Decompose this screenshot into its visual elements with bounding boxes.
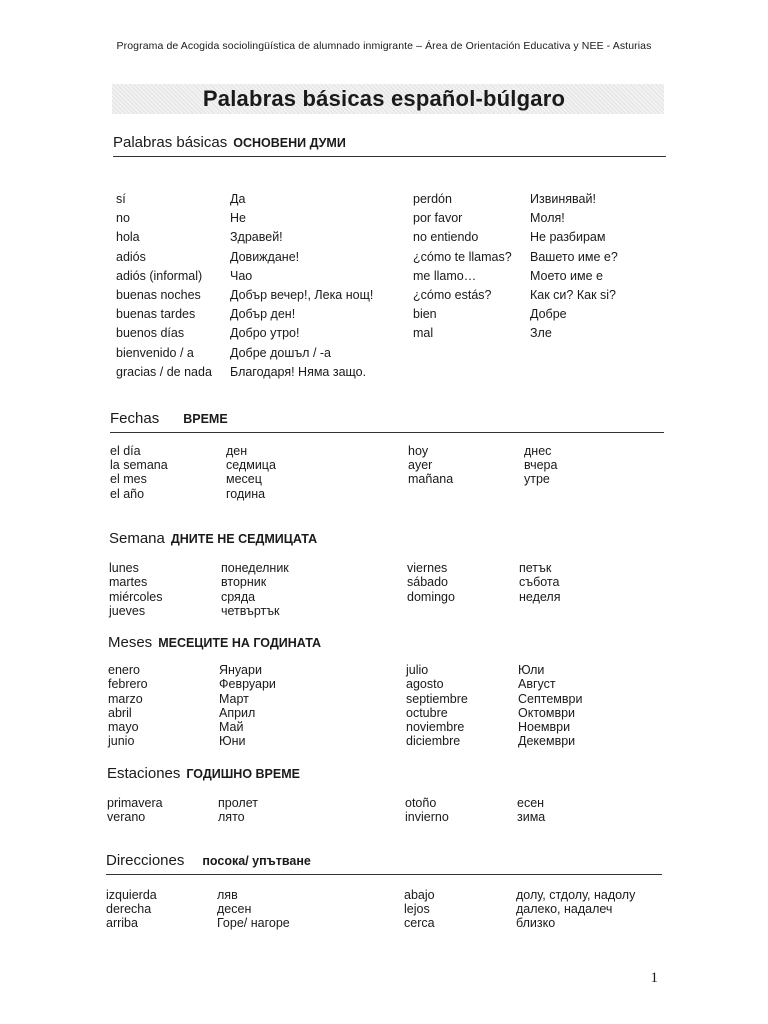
spanish-word: junio (108, 734, 135, 749)
column-right-bg (518, 663, 582, 749)
bulgarian-word: Моето име е (530, 268, 604, 283)
column-right-es (413, 192, 512, 346)
column-left-bg (217, 888, 290, 931)
bulgarian-word: далеко, надалеч (516, 902, 613, 917)
spanish-word: el mes (110, 472, 147, 487)
column-left-es (106, 888, 157, 931)
section-heading-direcciones (106, 852, 662, 875)
spanish-word: diciembre (406, 734, 461, 749)
section-heading-estaciones (107, 765, 300, 787)
bulgarian-word: неделя (519, 589, 561, 604)
bulgarian-word: ляв (217, 888, 238, 902)
spanish-word: buenas tardes (116, 307, 196, 322)
column-right-bg (530, 192, 618, 346)
section-heading-basicas (113, 134, 666, 157)
spanish-word: no entiendo (413, 230, 479, 245)
bulgarian-word: Добър ден! (230, 307, 296, 322)
spanish-word: arriba (106, 916, 138, 931)
spanish-word: buenos días (116, 326, 185, 341)
column-right-es (408, 444, 453, 487)
column-left-es (109, 561, 163, 618)
bulgarian-word: Не разбирам (530, 230, 606, 245)
spanish-word: primavera (107, 796, 163, 810)
bulgarian-word: Добре (530, 307, 567, 322)
spanish-word: el año (110, 486, 145, 501)
section-title-es: Semana (109, 530, 165, 547)
bulgarian-word: Довиждане! (230, 249, 300, 264)
page-number: 1 (650, 970, 658, 986)
bulgarian-word: Чао (230, 268, 253, 283)
column-left-es (108, 663, 148, 749)
section-title-es: Fechas (110, 410, 160, 427)
section-title-bg: ОСНОВЕНИ ДУМИ (233, 136, 346, 150)
column-right-bg (519, 561, 560, 604)
column-right-es (407, 561, 455, 604)
spanish-word: lejos (404, 902, 430, 917)
bulgarian-word: Здравей! (230, 230, 283, 245)
column-left-bg (221, 561, 289, 618)
spanish-word: izquierda (106, 888, 157, 902)
bulgarian-word: вторник (221, 575, 267, 590)
section-heading-meses (108, 634, 321, 656)
spanish-word: la semana (110, 458, 168, 473)
spanish-word: domingo (407, 589, 455, 604)
spanish-word: enero (108, 663, 140, 677)
spanish-word: viernes (407, 561, 448, 575)
bulgarian-word: събота (519, 575, 560, 590)
spanish-word: abajo (404, 888, 435, 902)
bulgarian-word: десен (217, 902, 252, 917)
spanish-word: ayer (408, 458, 433, 473)
spanish-word: hoy (408, 444, 429, 458)
bulgarian-word: Не (230, 211, 246, 226)
column-right-bg (516, 888, 635, 931)
spanish-word: jueves (109, 603, 146, 618)
spanish-word: derecha (106, 902, 152, 917)
spanish-word: abril (108, 705, 132, 720)
bulgarian-word: зима (517, 810, 546, 825)
bulgarian-word: лято (218, 810, 245, 825)
spanish-word: ¿cómo te llamas? (413, 249, 512, 264)
bulgarian-word: Януари (219, 663, 262, 677)
spanish-word: buenas noches (116, 287, 201, 302)
section-title-es: Estaciones (107, 765, 181, 782)
spanish-word: adiós (116, 249, 146, 264)
spanish-word: hola (116, 230, 140, 245)
spanish-word: me llamo… (413, 268, 477, 283)
spanish-word: cerca (404, 916, 435, 931)
bulgarian-word: месец (226, 472, 262, 487)
spanish-word: marzo (108, 691, 143, 706)
bulgarian-word: Вашето име е? (530, 249, 618, 264)
spanish-word: ¿cómo estás? (413, 287, 492, 302)
spanish-word: perdón (413, 192, 452, 206)
bulgarian-word: Моля! (530, 211, 565, 226)
spanish-word: julio (406, 663, 429, 677)
bulgarian-word: Март (219, 691, 249, 706)
section-title-es: Meses (108, 634, 153, 651)
column-left-es (107, 796, 163, 825)
column-right-es (406, 663, 468, 749)
bulgarian-word: днес (524, 444, 552, 458)
section-title-es: Palabras básicas (113, 134, 228, 151)
column-right-bg (517, 796, 545, 825)
spanish-word: febrero (108, 677, 148, 692)
bulgarian-word: Декември (518, 734, 576, 749)
bulgarian-word: Април (219, 705, 256, 720)
spanish-word: el día (110, 444, 141, 458)
section-title-bg: ВРЕМЕ (183, 412, 228, 426)
bulgarian-word: петък (519, 561, 552, 575)
bulgarian-word: Август (518, 677, 556, 692)
bulgarian-word: Горе/ нагоре (217, 916, 290, 931)
section-title-bg: ГОДИШНО ВРЕМЕ (186, 767, 300, 781)
bulgarian-word: близко (516, 916, 556, 931)
section-title-es: Direcciones (106, 852, 185, 869)
bulgarian-word: ден (226, 444, 248, 458)
column-left-bg (230, 192, 373, 384)
bulgarian-word: Добро утро! (230, 326, 300, 341)
spanish-word: mayo (108, 720, 139, 735)
bulgarian-word: Да (230, 192, 246, 206)
bulgarian-word: пролет (218, 796, 258, 810)
bulgarian-word: понеделник (221, 561, 289, 575)
bulgarian-word: Благодаря! Няма защо. (230, 364, 367, 379)
spanish-word: otoño (405, 796, 437, 810)
spanish-word: noviembre (406, 720, 465, 735)
column-left-es (110, 444, 168, 501)
bulgarian-word: четвъртък (221, 603, 280, 618)
column-right-bg (524, 444, 557, 487)
bulgarian-word: есен (517, 796, 545, 810)
spanish-word: invierno (405, 810, 449, 825)
section-heading-fechas (110, 410, 664, 433)
column-right-es (404, 888, 435, 931)
spanish-word: octubre (406, 705, 448, 720)
spanish-word: sábado (407, 575, 449, 590)
bulgarian-word: долу, стдолу, надолу (516, 888, 636, 902)
spanish-word: lunes (109, 561, 139, 575)
bulgarian-word: Октомври (518, 705, 576, 720)
spanish-word: adiós (informal) (116, 268, 203, 283)
spanish-word: gracias / de nada (116, 364, 212, 379)
spanish-word: miércoles (109, 589, 163, 604)
spanish-word: martes (109, 575, 148, 590)
bulgarian-word: Юли (518, 663, 545, 677)
section-title-bg: МЕСЕЦИТЕ НА ГОДИНАТА (158, 636, 322, 650)
document-header: Programa de Acogida sociolingüística de alumnado inmigrante – Área de Orientación Educativa y NEE - Asturias (116, 40, 652, 52)
spanish-word: septiembre (406, 691, 468, 706)
spanish-word: sí (116, 192, 126, 206)
bulgarian-word: утре (524, 472, 550, 487)
bulgarian-word: Зле (530, 326, 552, 341)
spanish-word: por favor (413, 211, 463, 226)
column-right-es (405, 796, 449, 825)
section-heading-semana (109, 530, 317, 552)
section-title-bg: ДНИТЕ НЕ СЕДМИЦАТА (170, 532, 318, 546)
bulgarian-word: Ноември (518, 720, 571, 735)
spanish-word: no (116, 211, 130, 226)
column-left-bg (226, 444, 276, 501)
bulgarian-word: Как си? Как si? (530, 287, 616, 302)
bulgarian-word: Юни (219, 734, 246, 749)
document-title: Palabras básicas español-búlgaro (202, 86, 566, 111)
bulgarian-word: седмица (226, 458, 276, 473)
section-title-bg: посока/ упътване (202, 854, 311, 868)
bulgarian-word: сряда (221, 589, 256, 604)
bulgarian-word: Добър вечер!, Лека нощ! (230, 287, 374, 302)
column-left-bg (219, 663, 276, 749)
column-left-bg (218, 796, 258, 825)
bulgarian-word: Февруари (219, 677, 276, 692)
bulgarian-word: вчера (524, 458, 558, 473)
spanish-word: agosto (406, 677, 444, 692)
spanish-word: mañana (408, 472, 454, 487)
bulgarian-word: Септември (518, 691, 583, 706)
bulgarian-word: Май (219, 720, 244, 735)
bulgarian-word: година (226, 486, 266, 501)
column-left-es (116, 192, 212, 384)
spanish-word: verano (107, 810, 146, 825)
spanish-word: bienvenido / a (116, 345, 194, 360)
bulgarian-word: Добре дошъл / -а (230, 345, 332, 360)
spanish-word: bien (413, 307, 437, 322)
spanish-word: mal (413, 326, 434, 341)
bulgarian-word: Извинявай! (530, 192, 596, 206)
